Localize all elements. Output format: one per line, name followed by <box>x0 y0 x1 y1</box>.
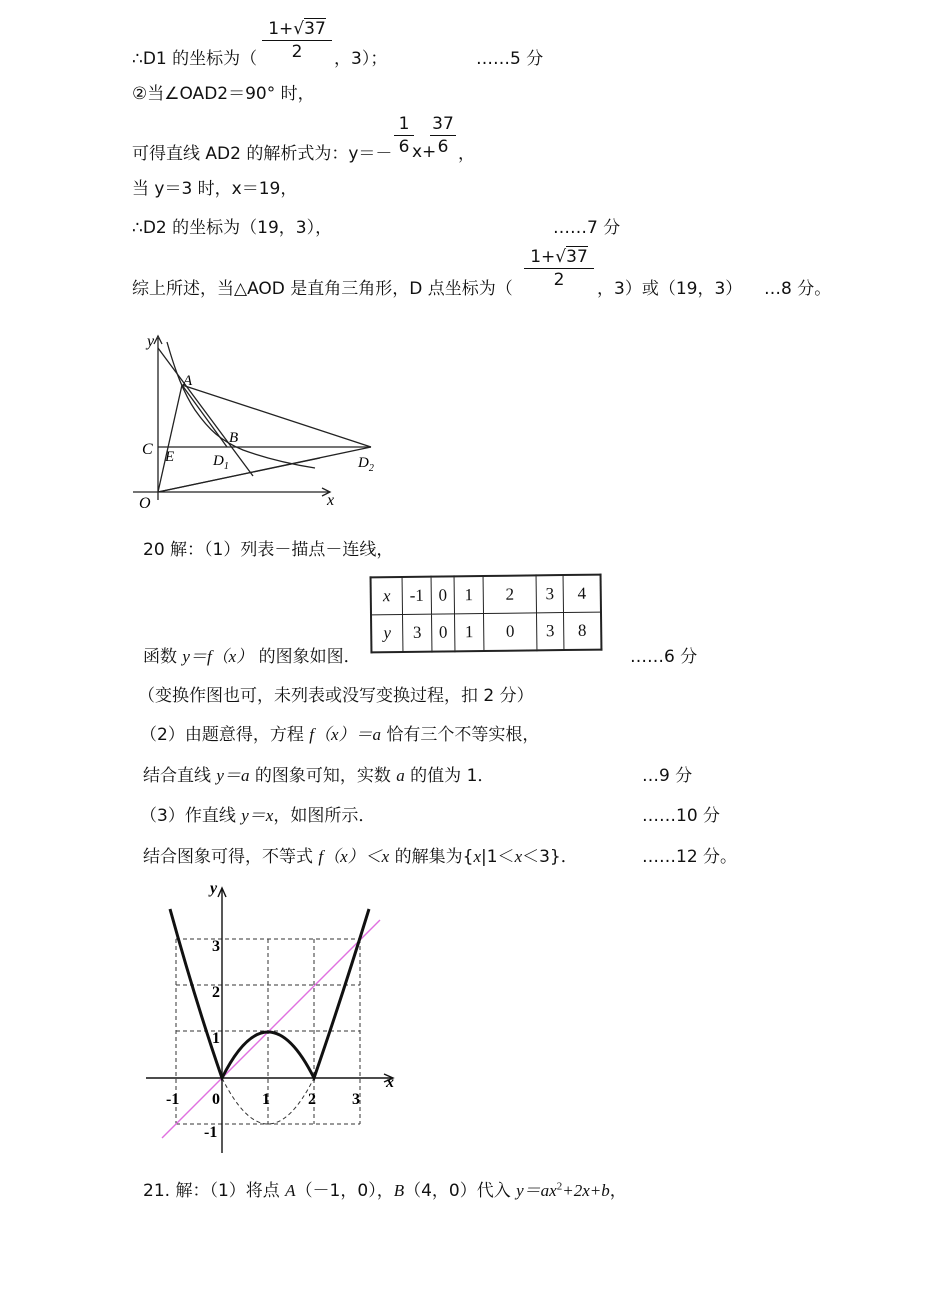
sqrt-sign: √ <box>293 19 305 39</box>
line-part2 <box>140 720 539 745</box>
label-d2 <box>357 455 374 474</box>
label-d1 <box>212 453 229 472</box>
math: y＝f（x） <box>182 647 254 666</box>
fraction-1-6 <box>394 113 414 158</box>
line-ad2-expression: 可得直线 AD2 的解析式为：y＝－ <box>132 144 393 164</box>
table-cell: 0 <box>432 614 455 652</box>
label-e: E <box>165 449 175 465</box>
function-curve <box>170 909 369 1078</box>
table-cell: 3 <box>536 575 563 613</box>
problem-21-line <box>143 1176 627 1201</box>
line-part2-answer <box>143 761 494 786</box>
line-deduction-note: （变换作图也可，未列表或没写变换过程，扣 2 分） <box>138 686 534 706</box>
math: a <box>396 766 405 785</box>
math: y＝ax <box>516 1181 557 1200</box>
text: 的值为 1． <box>404 766 495 786</box>
frac-num: 37 <box>432 114 454 134</box>
score-7: ……7 分 <box>553 218 621 238</box>
math: x <box>473 847 482 866</box>
frac-num: 1+ <box>268 19 294 39</box>
tick-x-neg1: -1 <box>166 1091 180 1108</box>
table-cell: 1 <box>455 614 484 652</box>
line-part3-answer <box>143 842 578 867</box>
score-6: ……6 分 <box>630 647 698 667</box>
tick-x-2: 2 <box>308 1091 316 1108</box>
table-cell: 0 <box>484 613 537 651</box>
fraction-1-plus-sqrt37-over-2 <box>262 18 332 63</box>
d2-letter: D <box>358 455 369 471</box>
math: x <box>514 847 523 866</box>
x-plus: x+ <box>412 142 437 162</box>
sqrt-sign: √ <box>555 247 567 267</box>
tick-x-1: 1 <box>262 1091 270 1108</box>
function-graph-figure <box>140 875 410 1160</box>
table-header-x: x <box>371 577 403 615</box>
geometry-figure-aod <box>125 330 395 520</box>
math: f（x）＜x <box>318 847 390 866</box>
d2-subscript: 2 <box>368 463 374 474</box>
math: y＝x <box>241 806 274 825</box>
text: ，如图所示． <box>273 806 376 826</box>
fraction-1-plus-sqrt37-over-2-b <box>524 246 594 291</box>
label-c: C <box>142 441 153 458</box>
line-conclusion: 综上所述，当△AOD 是直角三角形，D 点坐标为（ <box>132 279 513 299</box>
label-o: O <box>139 495 151 512</box>
text: 的图象可知，实数 <box>249 766 397 786</box>
math: f（x）＝a <box>309 725 382 744</box>
score-8: …8 分。 <box>764 279 832 299</box>
frac-den: 6 <box>430 135 456 158</box>
score-5: ……5 分 <box>476 49 544 69</box>
table-cell: 0 <box>431 576 454 614</box>
line3-suffix: ， <box>458 144 475 164</box>
text: |1＜ <box>481 847 515 867</box>
table-cell: 4 <box>563 575 601 613</box>
line-d2-coordinate: ∴D2 的坐标为（19，3）， <box>132 218 333 238</box>
text: 的解集为{ <box>389 847 474 867</box>
table-cell: 3 <box>403 614 432 652</box>
text: ＜3}． <box>522 847 578 867</box>
line6-suffix: ，3）或（19，3） <box>597 279 743 299</box>
math: A <box>285 1181 296 1200</box>
fraction-37-6 <box>430 113 456 158</box>
frac-den: 2 <box>524 268 594 291</box>
score-9: …9 分 <box>642 766 693 786</box>
superscript: 2 <box>556 1180 563 1193</box>
text: 恰有三个不等实根， <box>381 725 540 745</box>
tick-y-neg1: -1 <box>204 1124 218 1141</box>
radicand: 37 <box>566 247 588 267</box>
math: B <box>393 1181 405 1200</box>
text: （2）由题意得，方程 <box>140 725 310 745</box>
frac-den: 2 <box>262 40 332 63</box>
text: （－1，0）， <box>295 1181 394 1201</box>
frac-den: 6 <box>394 135 414 158</box>
value-table <box>370 575 602 652</box>
tick-y-1: 1 <box>212 1030 220 1047</box>
text: 结合图象可得，不等式 <box>143 847 319 867</box>
label-b: B <box>229 430 239 446</box>
text: ∴D1 的坐标为（ <box>132 49 258 69</box>
text: ， <box>609 1181 627 1201</box>
text: （3）作直线 <box>140 806 242 826</box>
radicand: 37 <box>304 19 326 39</box>
tick-x-0: 0 <box>212 1091 220 1108</box>
table-row-y <box>371 612 601 652</box>
label-x: x <box>327 492 335 509</box>
label-y: y <box>147 333 155 350</box>
table-cell: -1 <box>402 577 431 615</box>
line-d1-coordinate <box>132 44 257 69</box>
table-cell: 2 <box>483 575 536 613</box>
line-oad2-90: ②当∠OAD2＝90° 时， <box>132 84 315 104</box>
text: 的图象如图． <box>253 647 361 667</box>
frac-num: 1 <box>398 114 410 134</box>
table-cell: 1 <box>454 576 483 614</box>
table-header-y: y <box>371 615 403 653</box>
text: 结合直线 <box>143 766 217 786</box>
table-cell: 3 <box>536 613 563 651</box>
label-y: y <box>210 880 218 897</box>
math: y＝a <box>216 766 250 785</box>
segment-ad2 <box>182 385 371 447</box>
tick-x-3: 3 <box>352 1091 360 1108</box>
line-y-equals-x <box>162 920 380 1138</box>
score-12: ……12 分。 <box>642 847 738 867</box>
tick-y-3: 3 <box>212 938 220 955</box>
frac-num: 1+ <box>530 247 556 267</box>
problem-20-title: 20 解：（1）列表－描点－连线， <box>143 540 394 560</box>
tick-y-2: 2 <box>212 984 220 1001</box>
text: 函数 <box>143 647 183 667</box>
line-function-graph <box>143 642 361 667</box>
line-y-equals-3: 当 y＝3 时，x＝19， <box>132 179 298 199</box>
line-part3 <box>140 801 375 826</box>
segment-oa <box>158 385 182 492</box>
math: +2x+b <box>562 1181 610 1200</box>
line1-suffix: ，3）； <box>334 49 388 69</box>
text: 21. 解：（1）将点 <box>143 1181 286 1201</box>
label-x: x <box>386 1074 394 1091</box>
d1-letter: D <box>213 453 224 469</box>
table-cell: 8 <box>563 612 601 650</box>
segment-ob <box>158 458 320 492</box>
d1-subscript: 1 <box>223 461 229 472</box>
text: （4，0）代入 <box>404 1181 517 1201</box>
label-a: A <box>183 373 193 389</box>
score-10: ……10 分 <box>642 806 721 826</box>
table-row-x <box>371 575 601 615</box>
